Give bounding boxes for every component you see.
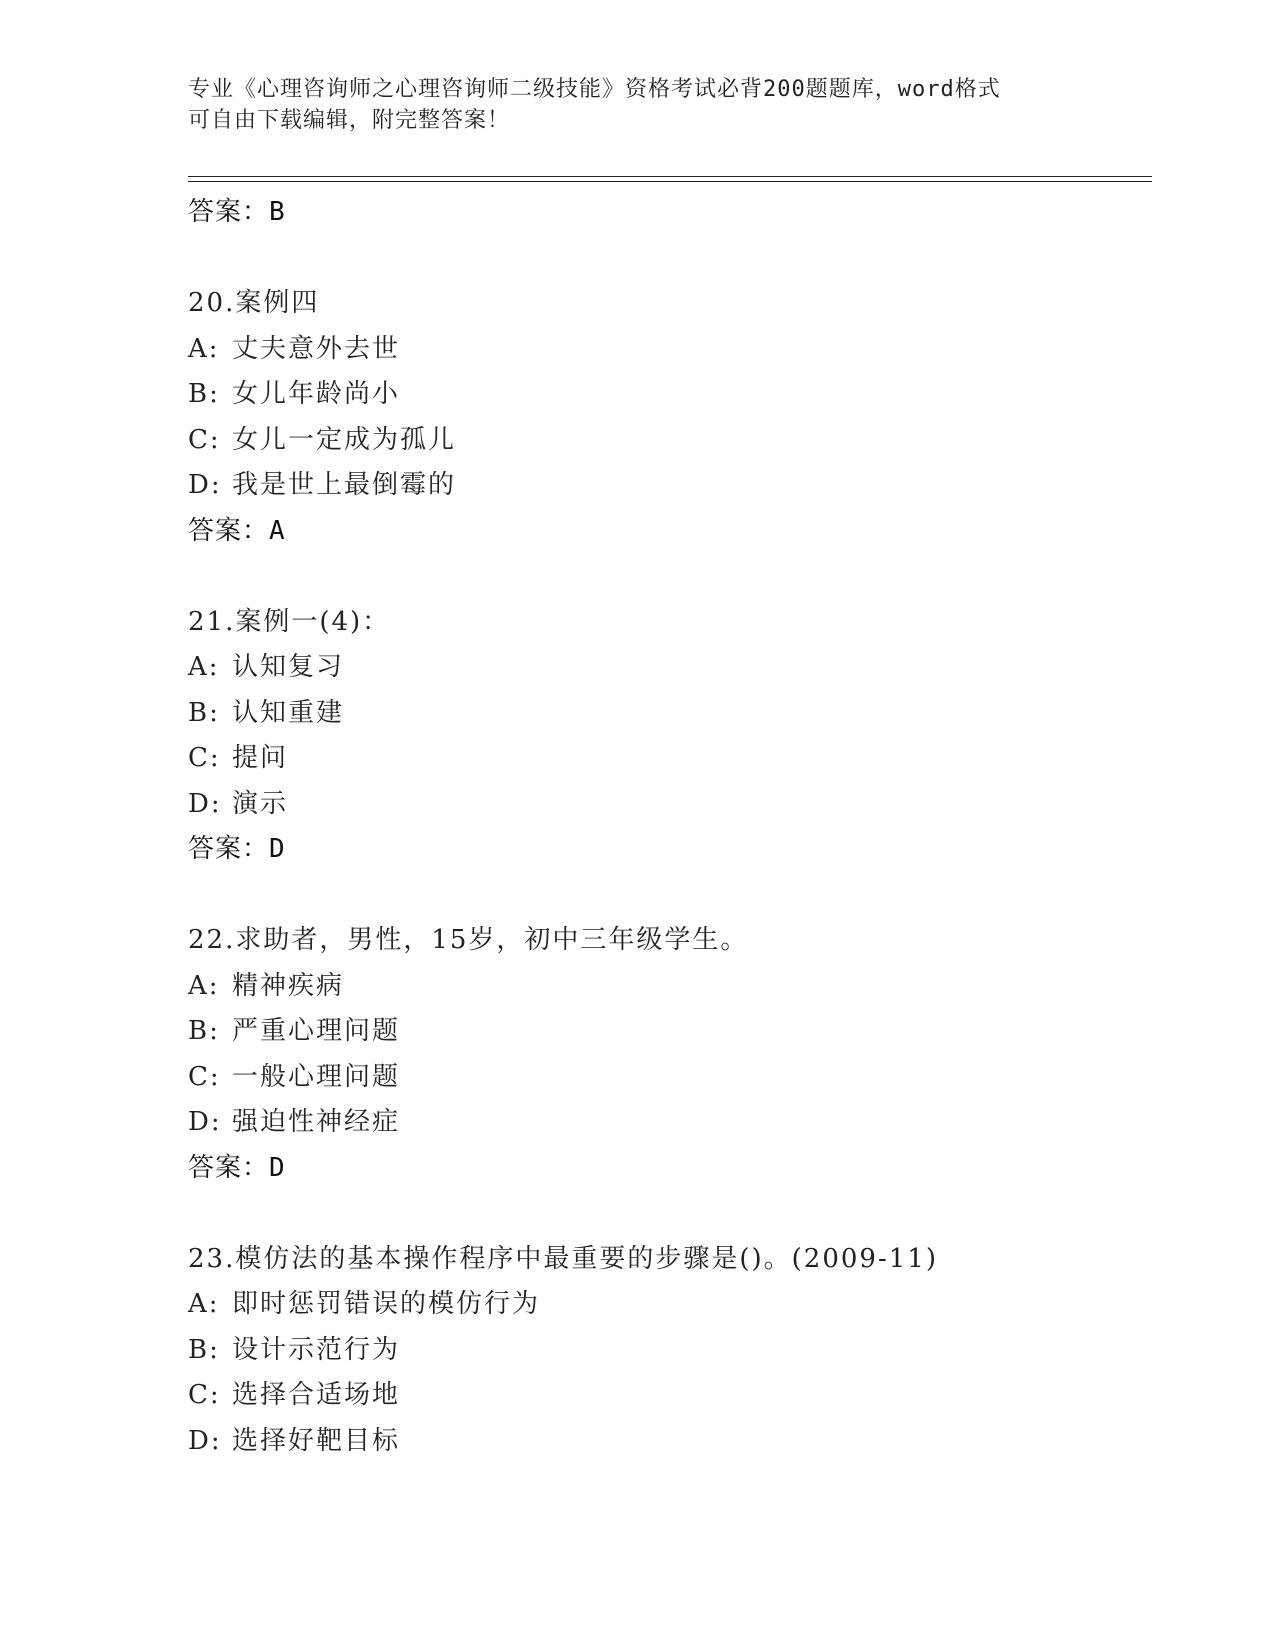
option-text: 即时惩罚错误的模仿行为 [232,1289,541,1319]
option-text: 严重心理问题 [232,1016,401,1046]
option-text: 演示 [232,788,289,819]
question-block [188,918,1148,1190]
option-c [188,418,1148,464]
option-label: A: [188,652,220,682]
option-label: D: [188,1425,222,1456]
answer-line: 答案：D [188,834,286,864]
option-a [188,327,1148,373]
answer-line: 答案：A [188,515,286,546]
option-b [188,1328,1148,1374]
option-label: C: [188,1380,221,1410]
option-label: D: [188,470,222,500]
option-c [188,1055,1148,1101]
option-text: 认知重建 [232,697,345,728]
option-text: 女儿年龄尚小 [232,379,401,409]
option-d [188,463,1148,509]
option-a [188,1282,1148,1328]
option-label: C: [188,743,221,773]
question-list [188,190,1148,1464]
option-text: 选择合适场地 [232,1380,401,1410]
option-text: 选择好靶目标 [232,1425,401,1456]
option-d [188,782,1148,828]
option-label: C: [188,424,221,455]
option-b [188,372,1148,418]
header-line-2: 可自由下载编辑，附完整答案！ [188,108,511,133]
option-text: 丈夫意外去世 [232,333,401,364]
option-label: A: [188,333,220,364]
option-label: A: [188,1289,220,1319]
question-title: 21.案例一(4)： [188,606,391,637]
option-text: 我是世上最倒霉的 [232,470,457,500]
option-c [188,1373,1148,1419]
question-title: 23.模仿法的基本操作程序中最重要的步骤是()。(2009-11) [188,1243,938,1274]
option-b [188,1009,1148,1055]
option-c [188,736,1148,782]
option-label: B: [188,379,220,409]
question-block [188,600,1148,872]
question-block [188,1237,1148,1465]
option-text: 提问 [232,743,289,773]
option-text: 女儿一定成为孤儿 [232,424,457,455]
header-divider-bottom [188,181,1152,182]
option-d [188,1419,1148,1465]
header-line-1: 专业《心理咨询师之心理咨询师二级技能》资格考试必背200题题库，word格式 [188,77,1001,102]
question-title: 22.求助者，男性，15岁，初中三年级学生。 [188,925,749,955]
question-title: 20.案例四 [188,288,320,318]
option-text: 一般心理问题 [232,1061,401,1092]
answer-line: 答案：B [188,197,286,227]
option-label: B: [188,1334,220,1365]
option-a [188,645,1148,691]
option-label: D: [188,788,222,819]
option-text: 认知复习 [232,652,345,682]
question-block [188,281,1148,553]
option-label: D: [188,1107,222,1137]
document-header [188,74,1088,136]
option-text: 强迫性神经症 [232,1107,401,1137]
option-b [188,691,1148,737]
option-a [188,964,1148,1010]
option-label: A: [188,970,220,1001]
option-label: B: [188,697,220,728]
option-text: 设计示范行为 [232,1334,401,1365]
option-label: B: [188,1016,220,1046]
header-divider-top [188,176,1152,177]
option-text: 精神疾病 [232,970,345,1001]
answer-line: 答案：D [188,1152,286,1183]
option-label: C: [188,1061,221,1092]
option-d [188,1100,1148,1146]
